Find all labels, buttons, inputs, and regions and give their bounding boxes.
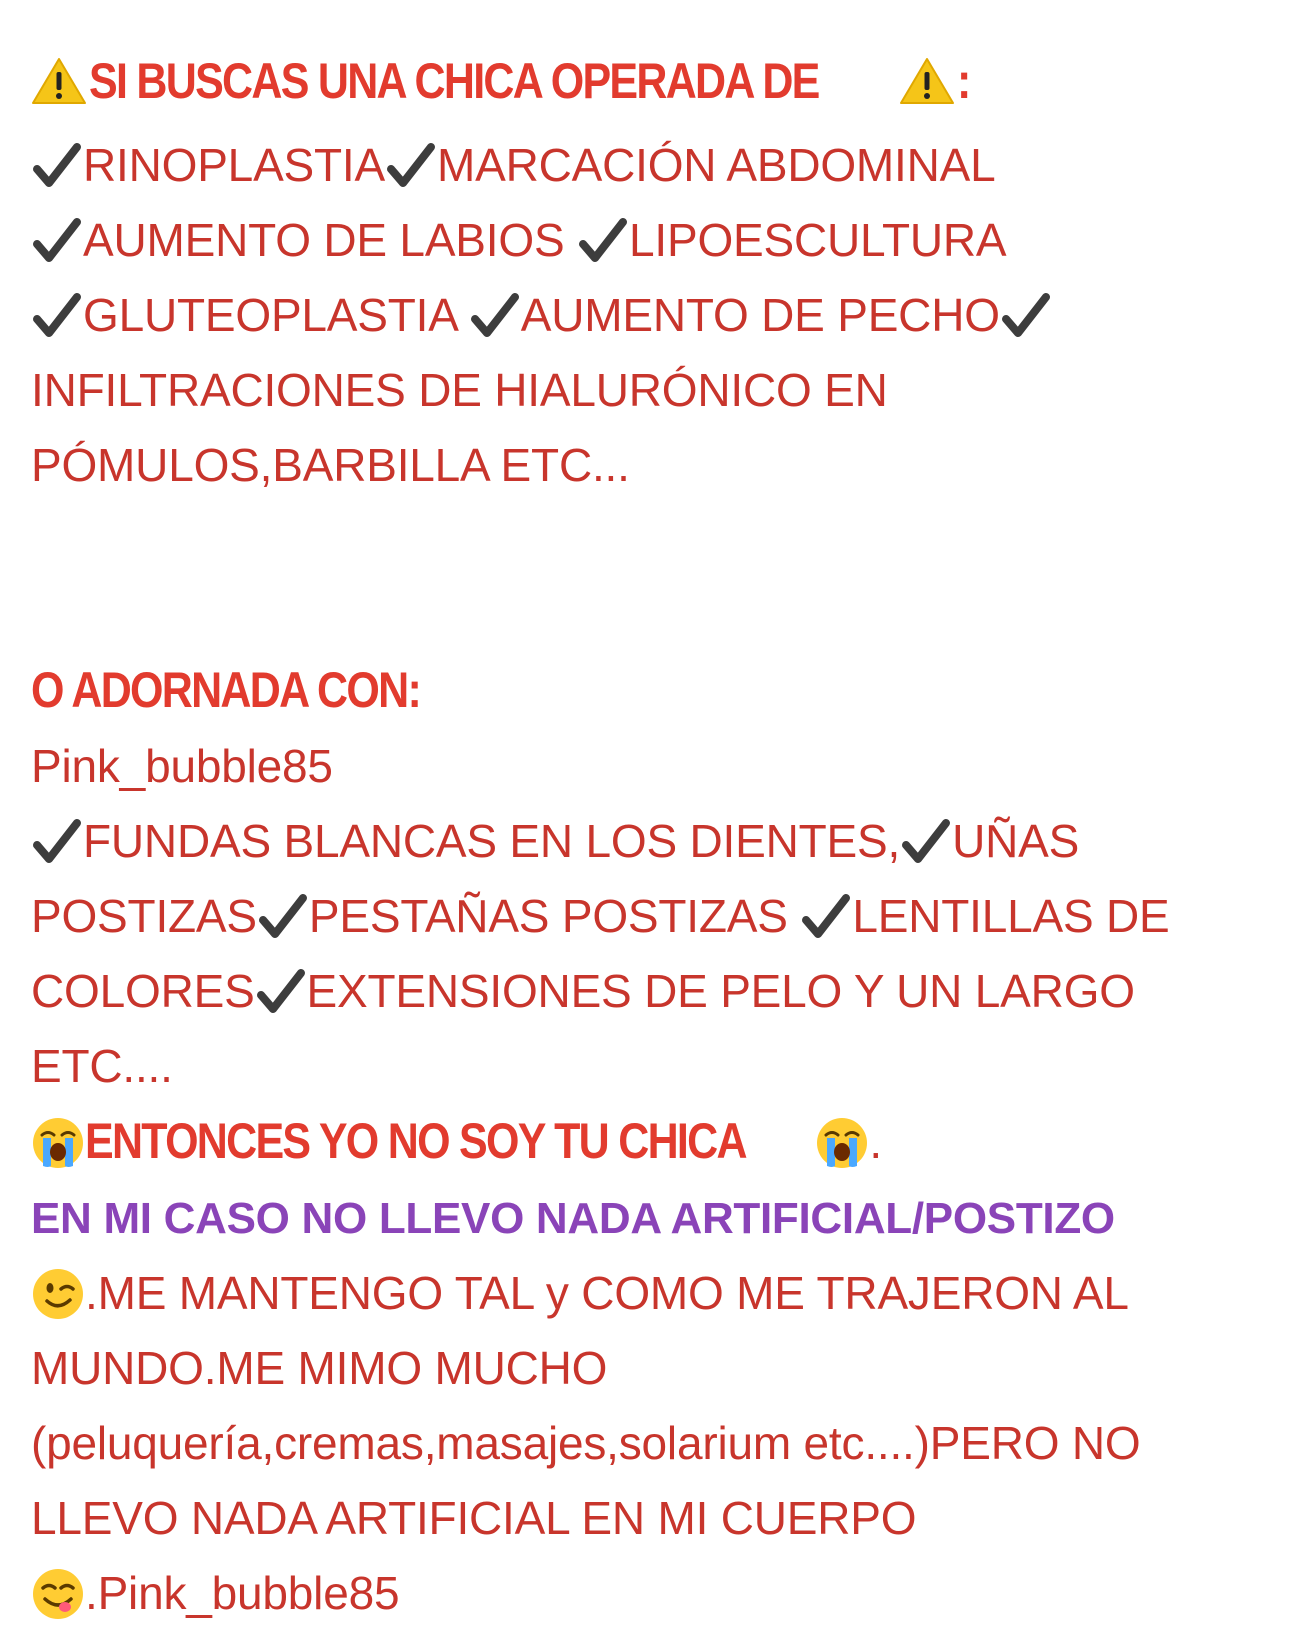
procedure-item: LIPOESCULTURA: [629, 214, 1007, 266]
adornments-list: [31, 804, 1256, 1104]
username-line: [31, 729, 1256, 804]
check-mark-icon: [31, 141, 83, 189]
heading-not-your-girl-text: ENTONCES YO NO SOY TU CHICA: [85, 1113, 746, 1169]
procedure-item: MARCACIÓN ABDOMINAL: [437, 139, 996, 191]
heading-not-your-girl-tail: .: [869, 1116, 882, 1168]
check-mark-icon: [800, 892, 852, 940]
heading-adorned-text: O ADORNADA CON:: [31, 662, 421, 718]
check-mark-icon: [385, 141, 437, 189]
post-content: [31, 44, 1256, 1631]
procedure-item: INFILTRACIONES DE HIALURÓNICO EN PÓMULOS,BARBILLA ETC...: [31, 364, 888, 491]
heading-operated: [31, 44, 1256, 128]
adornment-item: FUNDAS BLANCAS EN LOS DIENTES,: [83, 815, 901, 867]
signature-username: .Pink_bubble85: [85, 1567, 400, 1619]
crying-face-icon: [815, 1116, 869, 1170]
check-mark-icon: [31, 817, 83, 865]
procedure-item: AUMENTO DE PECHO: [520, 289, 1000, 341]
warning-icon: [31, 53, 87, 128]
natural-statement-text: EN MI CASO NO LLEVO NADA ARTIFICIAL/POSTIZO: [31, 1194, 1115, 1243]
crying-face-icon: [31, 1116, 85, 1170]
heading-operated-text: SI BUSCAS UNA CHICA OPERADA DE: [89, 53, 819, 109]
warning-icon: [899, 53, 955, 128]
username: Pink_bubble85: [31, 740, 333, 792]
face-savoring-food-icon: [31, 1567, 85, 1621]
blank-space: [31, 503, 1256, 653]
adornment-item: LENTILLAS DE COLORES: [31, 890, 1170, 1017]
procedure-item: GLUTEOPLASTIA: [83, 289, 469, 341]
winking-face-icon: [31, 1267, 85, 1321]
signature-line: [31, 1556, 1256, 1631]
closing-paragraph: [31, 1256, 1256, 1556]
heading-operated-colon: :: [957, 53, 971, 109]
check-mark-icon: [900, 817, 952, 865]
heading-not-your-girl: [31, 1104, 1256, 1180]
check-mark-icon: [255, 967, 307, 1015]
procedure-item: RINOPLASTIA: [83, 139, 385, 191]
closing-text: .ME MANTENGO TAL y COMO ME TRAJERON AL MUNDO.ME MIMO MUCHO (peluquería,cremas,masajes,solarium etc....)PERO NO LLEVO NADA ARTIFICIAL EN MI CUERPO: [31, 1267, 1141, 1544]
check-mark-icon: [31, 291, 83, 339]
adornment-item: PESTAÑAS POSTIZAS: [308, 890, 801, 942]
heading-adorned: [31, 653, 1256, 729]
adornment-item: EXTENSIONES DE PELO Y UN LARGO ETC....: [31, 965, 1135, 1092]
procedures-list: [31, 128, 1256, 503]
procedure-item: AUMENTO DE LABIOS: [83, 214, 577, 266]
check-mark-icon: [31, 216, 83, 264]
adornment-item: UÑAS POSTIZAS: [31, 815, 1080, 942]
check-mark-icon: [577, 216, 629, 264]
natural-statement: [31, 1180, 1256, 1256]
check-mark-icon: [469, 291, 521, 339]
check-mark-icon: [257, 892, 309, 940]
check-mark-icon: [1000, 291, 1052, 339]
